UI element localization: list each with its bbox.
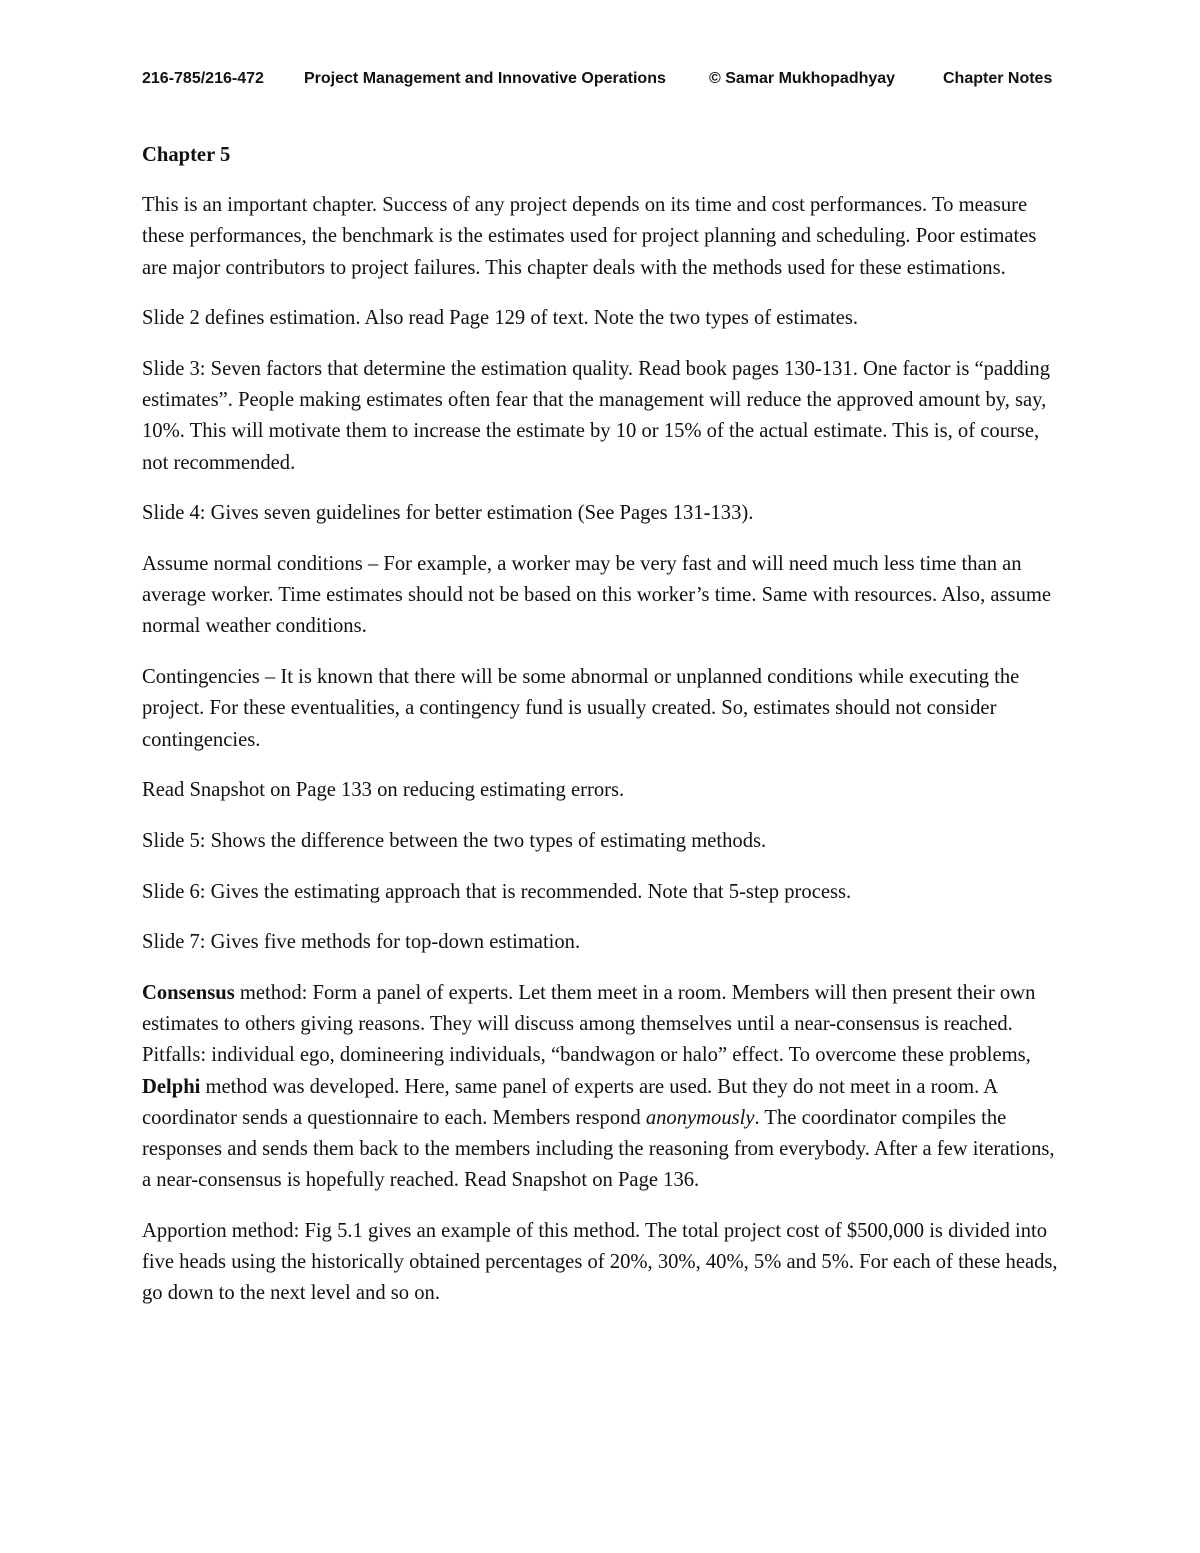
header-course-code: 216-785/216-472 [142,70,264,87]
consensus-text-1: method: Form a panel of experts. Let them meet in a room. Members will then present their own estimates to others giving reasons. They will discuss among themselves until a near-consensus is reached. Pitfalls: individual ego, domineering individuals, “bandwagon or halo” effect. To overcome these problems, [142,982,1036,1067]
paragraph-normal-conditions: Assume normal conditions – For example, a worker may be very fast and will need much less time than an average worker. Time estimates should not be based on this worker’s time. Same with resources. Also, assume normal weather conditions. [142,553,1052,638]
paragraph-contingencies: Contingencies – It is known that there will be some abnormal or unplanned conditions while executing the project. For these eventualities, a contingency fund is usually created. So, estimates should not consider contingencies. [142,666,1020,751]
paragraph-slide-5: Slide 5: Shows the difference between the two types of estimating methods. [142,829,767,852]
paragraph-snapshot-133: Read Snapshot on Page 133 on reducing estimating errors. [142,779,625,802]
delphi-term: Delphi [142,1075,201,1098]
header-chapter-notes: Chapter Notes [943,70,1053,87]
header-copyright: © Samar Mukhopadhyay [709,70,896,87]
paragraph-slide-7: Slide 7: Gives five methods for top-down estimation. [142,931,581,954]
paragraph-intro: This is an important chapter. Success of any project depends on its time and cost performances. To measure these performances, the benchmark is the estimates used for project planning and scheduling. Poor estimates are major contributors to project failures. This chapter deals with the methods used for these estimations. [142,194,1037,279]
consensus-text-2: method was developed. Here, same panel of experts are used. But they do not meet in a room. A coordinator sends a questionnaire to each. Members respond [142,1075,998,1129]
paragraph-apportion: Apportion method: Fig 5.1 gives an example of this method. The total project cost of $500,000 is divided into five heads using the historically obtained percentages of 20%, 30%, 40%, 5% and 5%. For each of these heads, go down to the next level and so on. [142,1219,1058,1305]
anonymously-emphasis: anonymously [645,1106,755,1129]
header-course-title: Project Management and Innovative Operations [304,70,666,87]
document-body [142,140,1062,1329]
paragraph-slide-2: Slide 2 defines estimation. Also read Page 129 of text. Note the two types of estimates. [142,307,859,330]
paragraph-slide-3: Slide 3: Seven factors that determine the estimation quality. Read book pages 130-131. One factor is “padding estimates”. People making estimates often fear that the management will reduce the approved amount by, say, 10%. This will motivate them to increase the estimate by 10 or 15% of the actual estimate. This is, of course, not recommended. [142,358,1050,474]
paragraph-slide-4: Slide 4: Gives seven guidelines for better estimation (See Pages 131-133). [142,502,754,525]
chapter-title: Chapter 5 [142,144,231,166]
paragraph-consensus [142,978,1062,1196]
paragraph-slide-6: Slide 6: Gives the estimating approach that is recommended. Note that 5-step process. [142,880,852,903]
page-header [142,70,1062,98]
consensus-term: Consensus [142,982,235,1005]
consensus-text-3: . The coordinator compiles the responses and sends them back to the members including the reasoning from everybody. After a few iterations, a near-consensus is hopefully reached. Read Snapshot on Page 136. [142,1106,1055,1192]
